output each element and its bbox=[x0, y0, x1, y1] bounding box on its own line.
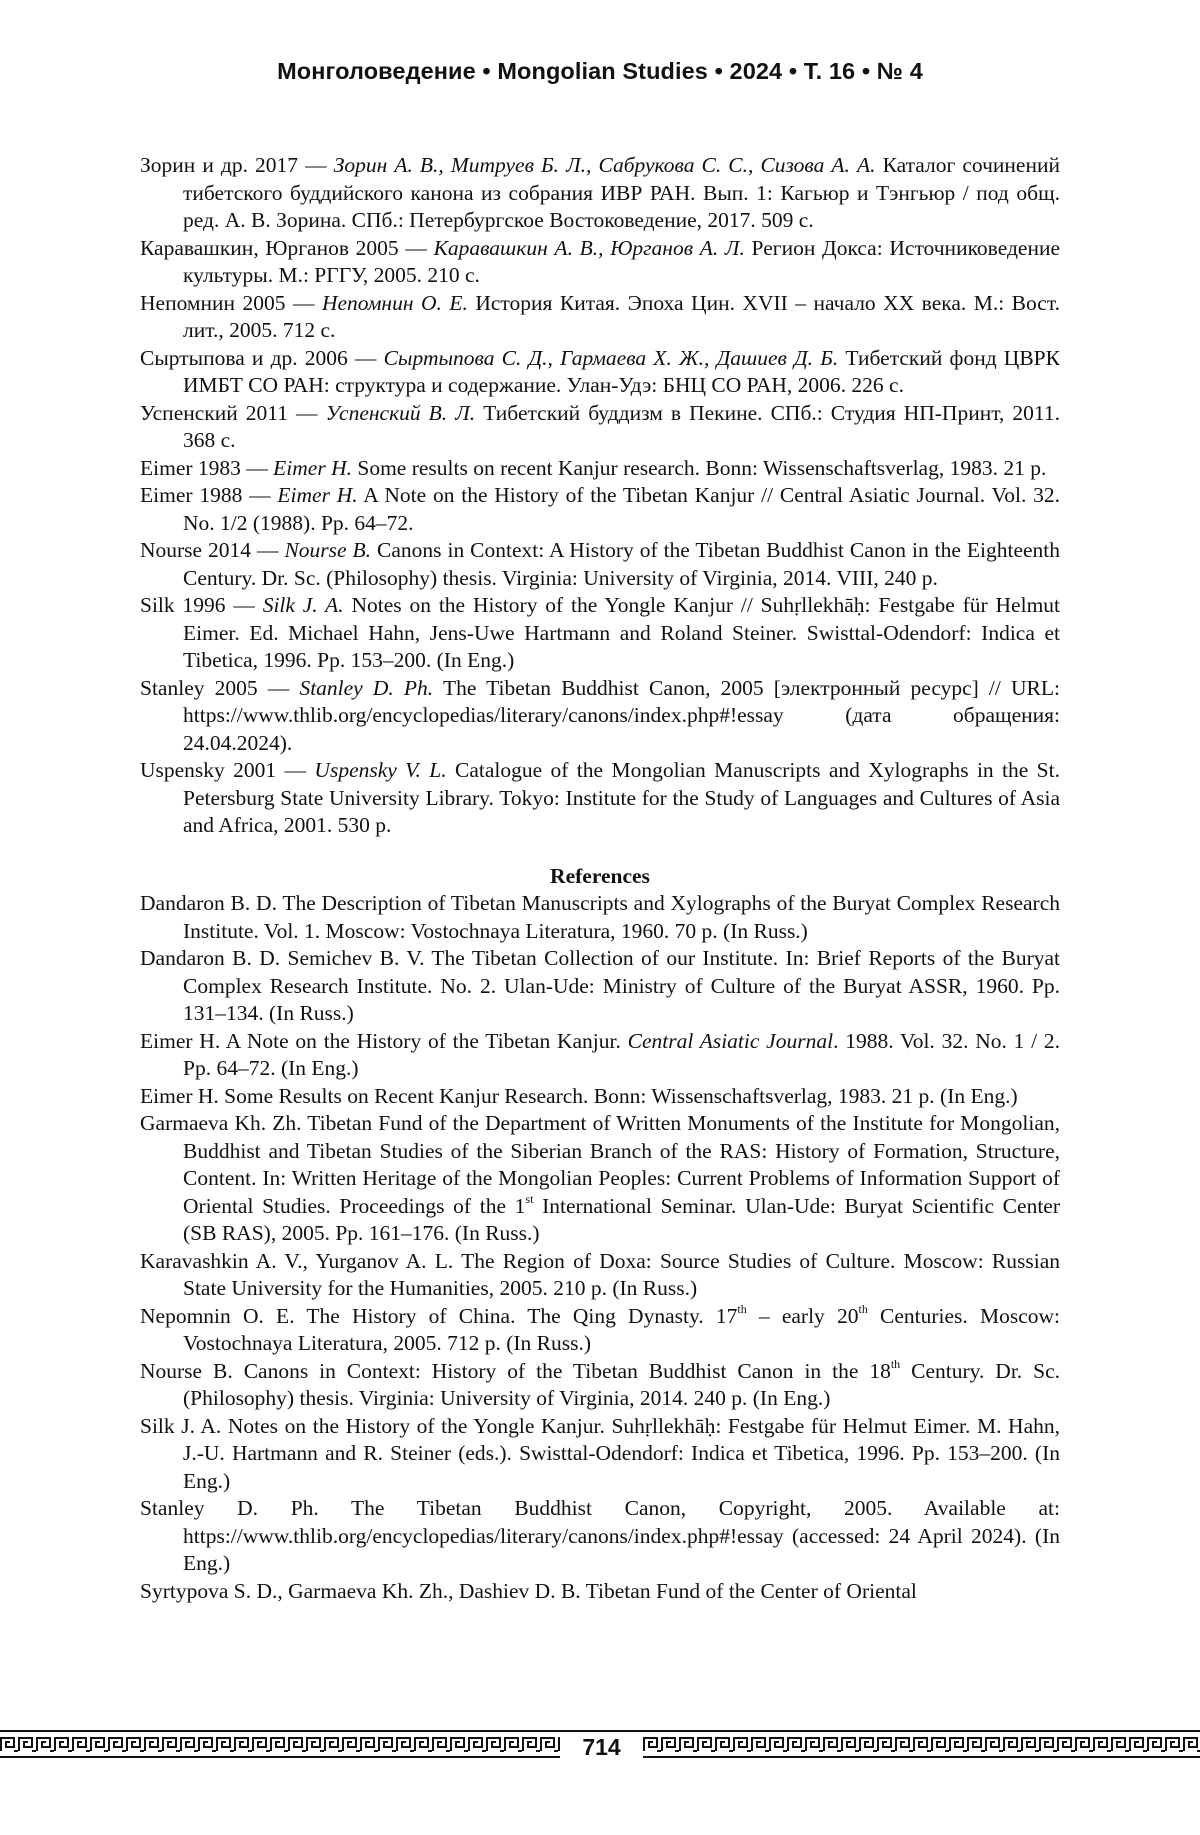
entry-details: Тибетский фонд ЦВРК ИМБТ СО РАН: структура и содержание. Улан-Удэ: БНЦ СО РАН, 2006. 226 с. bbox=[183, 345, 1060, 397]
entry-authors: Непомнин О. Е. bbox=[321, 290, 468, 315]
entry-authors: Каравашкин А. В., Юрганов А. Л. bbox=[433, 235, 745, 260]
bibliography-list bbox=[140, 152, 1060, 840]
entry-details: Catalogue of the Mongolian Manuscripts and Xylographs in the St. Petersburg State University Library. Tokyo: Institute for the Study of Languages and Cultures of Asia and Africa, 2001. 530 p. bbox=[183, 758, 1060, 837]
reference-text: Nepomnin O. E. The History of China. The Qing Dynasty. 17 bbox=[140, 1303, 738, 1328]
reference-entry: Syrtypova S. D., Garmaeva Kh. Zh., Dashiev D. B. Tibetan Fund of the Center of Oriental bbox=[140, 1578, 917, 1603]
entry-details: Notes on the History of the Yongle Kanjur // Suhṛllekhāḥ: Festgabe für Helmut Eimer. Ed. Michael Hahn, Jens-Uwe Hartmann and Roland Steiner. Swisttal-Odendorf: Indica et Tibetica, 1996. Pp. 153–200. (In Eng.) bbox=[183, 593, 1061, 672]
meander-ornament-right bbox=[643, 1734, 1200, 1754]
entry-details: A Note on the History of the Tibetan Kanjur // Central Asiatic Journal. Vol. 32. No. 1/2 (1988). Pp. 64–72. bbox=[183, 483, 1060, 535]
entry-details: Тибетский буддизм в Пекине. СПб.: Студия НП-Принт, 2011. 368 с. bbox=[183, 400, 1060, 452]
ordinal-suffix: th bbox=[737, 1302, 747, 1317]
entry-details: История Китая. Эпоха Цин. XVII – начало XX века. М.: Вост. лит., 2005. 712 с. bbox=[183, 290, 1060, 342]
entry-lead: Непомнин 2005 — bbox=[140, 290, 322, 315]
bibliography-entry bbox=[140, 345, 1060, 400]
reference-entry bbox=[140, 1110, 1060, 1248]
entry-authors: Stanley D. Ph. bbox=[299, 675, 434, 700]
entry-authors: Silk J. A. bbox=[262, 593, 344, 617]
ordinal-suffix: th bbox=[858, 1302, 868, 1317]
entry-details: Some results on recent Kanjur research. Bonn: Wissenschaftsverlag, 1983. 21 p. bbox=[352, 455, 1047, 480]
bibliography-entry bbox=[140, 290, 1060, 345]
footer-rule-top bbox=[0, 1730, 1200, 1732]
references-list bbox=[140, 890, 1060, 1605]
bibliography-entry bbox=[140, 400, 1060, 455]
entry-lead: Успенский 2011 — bbox=[140, 400, 326, 425]
reference-entry: Stanley D. Ph. The Tibetan Buddhist Canon, Copyright, 2005. Available at: https://www.thlib.org/encyclopedias/literary/canons/index.php#!essay (accessed: 24 April 2024). (In Eng.) bbox=[140, 1496, 1060, 1575]
entry-lead: Nourse 2014 — bbox=[140, 538, 285, 562]
page-number: 714 bbox=[560, 1735, 643, 1759]
entry-details: The Tibetan Buddhist Canon, 2005 [электронный ресурс] // URL: https://www.thlib.org/encyclopedias/literary/canons/index.php#!essay (дата обращения: 24.04.2024). bbox=[183, 675, 1060, 755]
bibliography-entry bbox=[140, 482, 1060, 537]
reference-entry bbox=[140, 1303, 1060, 1358]
reference-entry: Dandaron B. D. Semichev B. V. The Tibetan Collection of our Institute. In: Brief Reports of the Buryat Complex Research Institute. No. 2. Ulan-Ude: Ministry of Culture of the Buryat ASSR, 1960. Pp. 131–134. (In Russ.) bbox=[140, 946, 1060, 1025]
bibliography-entry bbox=[140, 152, 1060, 235]
bibliography-entry bbox=[140, 537, 1060, 592]
entry-lead: Stanley 2005 — bbox=[140, 675, 300, 700]
article-body bbox=[140, 152, 1060, 1605]
reference-text: Centuries. Moscow: Vostochnaya Literatura, 2005. 712 p. (In Russ.) bbox=[183, 1303, 1061, 1355]
entry-authors: Успенский В. Л. bbox=[325, 400, 476, 425]
bibliography-entry bbox=[140, 757, 1060, 840]
reference-entry: Karavashkin A. V., Yurganov A. L. The Region of Doxa: Source Studies of Culture. Moscow: Russian State University for the Humanities, 2005. 210 p. (In Russ.) bbox=[140, 1248, 1060, 1300]
ordinal-suffix: th bbox=[890, 1357, 901, 1372]
reference-text: Century. Dr. Sc. (Philosophy) thesis. Virginia: University of Virginia, 2014. 240 p. (In Eng.) bbox=[183, 1358, 1060, 1410]
reference-text: – early 20 bbox=[746, 1303, 859, 1328]
entry-authors: Eimer H. bbox=[277, 483, 358, 507]
entry-lead: Eimer 1988 — bbox=[140, 483, 278, 507]
reference-entry: Eimer H. Some Results on Recent Kanjur Research. Bonn: Wissenschaftsverlag, 1983. 21 p. (In Eng.) bbox=[140, 1083, 1018, 1108]
entry-lead: Сыртыпова и др. 2006 — bbox=[140, 345, 384, 370]
entry-authors: Зорин А. В., Митруев Б. Л., Сабрукова С. С., Сизова А. А. bbox=[333, 153, 876, 177]
entry-authors: Nourse B. bbox=[284, 538, 372, 562]
entry-details: Каталог сочинений тибетского буддийского канона из собрания ИВР РАН. Вып. 1: Кагьюр и Тэнгьюр / под общ. ред. А. В. Зорина. СПб.: Петербургское Востоковедение, 2017. 509 с. bbox=[183, 153, 1060, 232]
reference-entry bbox=[140, 1028, 1060, 1083]
reference-text: Garmaeva Kh. Zh. Tibetan Fund of the Department of Written Monuments of the Institute for Mongolian, Buddhist and Tibetan Studies of the Siberian Branch of the RAS: History of Formation, Structure, Content. In: Written Heritage of the Mongolian Peoples: Current Problems of Information Support of Oriental Studies. Proceedings of the 1 bbox=[140, 1111, 1060, 1218]
entry-lead: Каравашкин, Юрганов 2005 — bbox=[140, 235, 434, 260]
reference-entry: Dandaron B. D. The Description of Tibetan Manuscripts and Xylographs of the Buryat Complex Research Institute. Vol. 1. Moscow: Vostochnaya Literatura, 1960. 70 p. (In Russ.) bbox=[140, 891, 1060, 943]
entry-authors: Сыртыпова С. Д., Гармаева Х. Ж., Дашиев Д. Б. bbox=[383, 345, 839, 370]
bibliography-entry bbox=[140, 592, 1060, 675]
reference-text: . 1988. Vol. 32. No. 1 / 2. Pp. 64–72. (In Eng.) bbox=[183, 1028, 1060, 1080]
entry-lead: Зорин и др. 2017 — bbox=[140, 153, 334, 177]
journal-title: Central Asiatic Journal bbox=[627, 1028, 834, 1053]
entry-details: Canons in Context: A History of the Tibetan Buddhist Canon in the Eighteenth Century. Dr. Sc. (Philosophy) thesis. Virginia: University of Virginia, 2014. VIII, 240 p. bbox=[183, 538, 1061, 590]
reference-text: Eimer H. A Note on the History of the Tibetan Kanjur. bbox=[140, 1028, 628, 1053]
bibliography-entry bbox=[140, 235, 1060, 290]
entry-details: Регион Докса: Источниковедение культуры. М.: РГГУ, 2005. 210 с. bbox=[183, 235, 1060, 287]
reference-text: Nourse B. Canons in Context: History of the Tibetan Buddhist Canon in the 18 bbox=[140, 1358, 891, 1383]
ordinal-suffix: st bbox=[525, 1192, 534, 1207]
reference-text: International Seminar. Ulan-Ude: Buryat Scientific Center (SB RAS), 2005. Pp. 161–176. (In Russ.) bbox=[183, 1193, 1060, 1245]
meander-ornament-left bbox=[0, 1734, 560, 1754]
bibliography-entry bbox=[140, 675, 1060, 758]
reference-entry bbox=[140, 1358, 1060, 1413]
reference-entry: Silk J. A. Notes on the History of the Yongle Kanjur. Suhṛllekhāḥ: Festgabe für Helmut Eimer. M. Hahn, J.-U. Hartmann and R. Steiner (eds.). Swisttal-Odendorf: Indica et Tibetica, 1996. Pp. 153–200. (In Eng.) bbox=[140, 1413, 1060, 1493]
entry-authors: Eimer H. bbox=[273, 455, 352, 480]
entry-authors: Uspensky V. L. bbox=[314, 758, 447, 782]
entry-lead: Silk 1996 — bbox=[140, 593, 263, 617]
running-header: Монголоведение • Mongolian Studies • 2024 • Т. 16 • № 4 bbox=[277, 58, 923, 84]
entry-lead: Uspensky 2001 — bbox=[140, 758, 315, 782]
references-heading: References bbox=[550, 863, 650, 888]
bibliography-entry bbox=[140, 455, 1060, 483]
entry-lead: Eimer 1983 — bbox=[140, 455, 274, 480]
